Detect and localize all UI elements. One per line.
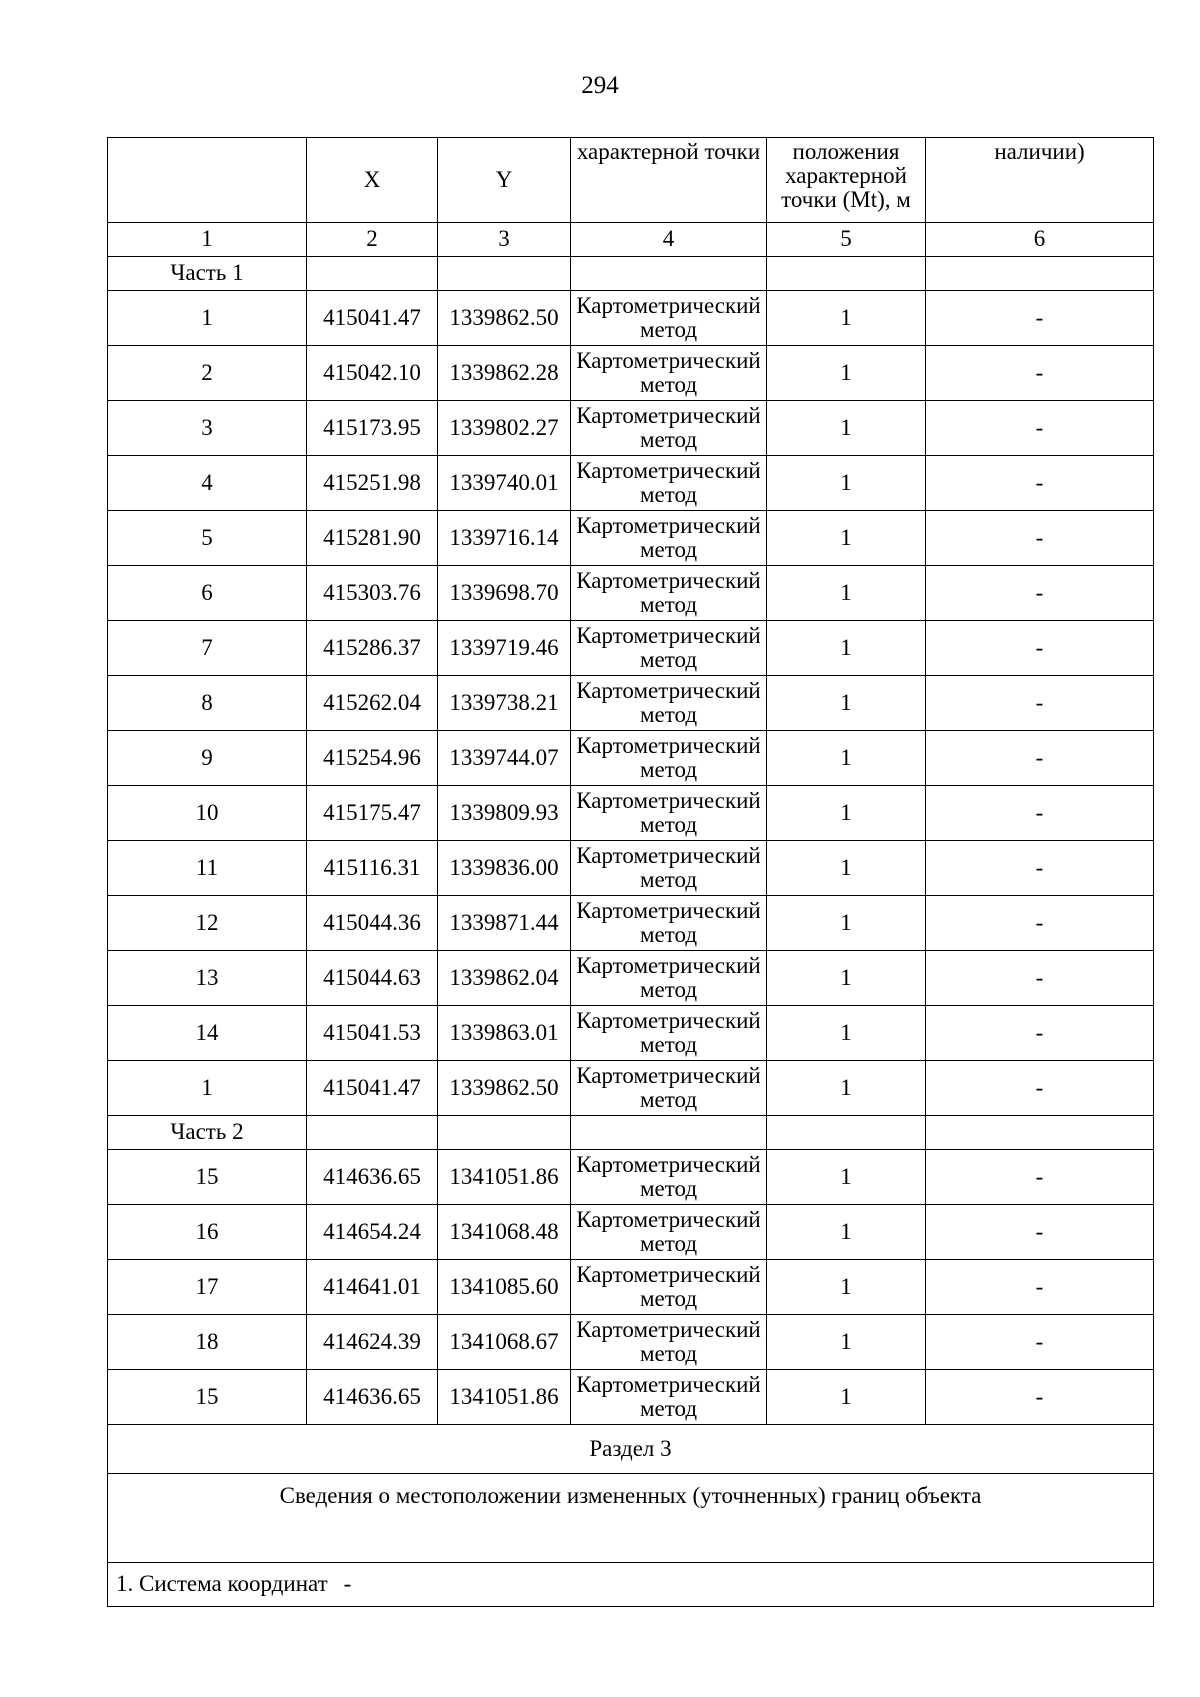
point-number: 9: [108, 731, 307, 786]
description: -: [926, 951, 1154, 1006]
coord-y: 1341068.67: [438, 1315, 571, 1370]
section-description: Сведения о местоположении измененных (уточненных) границ объекта: [108, 1474, 1154, 1563]
description: -: [926, 1006, 1154, 1061]
page-number: 294: [581, 72, 619, 99]
coord-system-cell: [108, 1563, 1154, 1607]
coord-x: 415041.53: [307, 1006, 438, 1061]
coord-x: 415254.96: [307, 731, 438, 786]
method: Картометрический метод: [571, 346, 767, 401]
description: -: [926, 731, 1154, 786]
table-row: [108, 511, 1154, 566]
method: Картометрический метод: [571, 1260, 767, 1315]
table-row: [108, 1061, 1154, 1116]
coord-x: 415262.04: [307, 676, 438, 731]
accuracy: 1: [767, 1150, 926, 1205]
accuracy: 1: [767, 456, 926, 511]
header-cell-point: [108, 138, 307, 223]
accuracy: 1: [767, 1061, 926, 1116]
method: Картометрический метод: [571, 676, 767, 731]
empty-cell: [571, 257, 767, 291]
table-row: [108, 1370, 1154, 1425]
coord-x: 415281.90: [307, 511, 438, 566]
coord-y: 1339871.44: [438, 896, 571, 951]
coord-system-label: 1. Система координат: [116, 1571, 328, 1597]
coord-y: 1341051.86: [438, 1370, 571, 1425]
coord-x: 415303.76: [307, 566, 438, 621]
coord-x: 415041.47: [307, 291, 438, 346]
point-number: 8: [108, 676, 307, 731]
method: Картометрический метод: [571, 896, 767, 951]
part-label: Часть 2: [108, 1116, 307, 1150]
coord-y: 1341085.60: [438, 1260, 571, 1315]
point-number: 3: [108, 401, 307, 456]
method: Картометрический метод: [571, 731, 767, 786]
method: Картометрический метод: [571, 841, 767, 896]
description: -: [926, 1315, 1154, 1370]
table-row: [108, 346, 1154, 401]
coord-x: 415042.10: [307, 346, 438, 401]
method: Картометрический метод: [571, 291, 767, 346]
method: Картометрический метод: [571, 1061, 767, 1116]
accuracy: 1: [767, 1006, 926, 1061]
description: -: [926, 1370, 1154, 1425]
coord-y: 1339809.93: [438, 786, 571, 841]
coord-y: 1339862.04: [438, 951, 571, 1006]
header-cell-method: характерной точки: [571, 138, 767, 223]
coord-x: 414624.39: [307, 1315, 438, 1370]
table-row: [108, 291, 1154, 346]
section-title: Раздел 3: [108, 1425, 1154, 1474]
description: -: [926, 511, 1154, 566]
description: -: [926, 346, 1154, 401]
accuracy: 1: [767, 1260, 926, 1315]
coord-x: 414654.24: [307, 1205, 438, 1260]
coord-y: 1339863.01: [438, 1006, 571, 1061]
coord-x: 415044.36: [307, 896, 438, 951]
coord-x: 415044.63: [307, 951, 438, 1006]
point-number: 7: [108, 621, 307, 676]
point-number: 18: [108, 1315, 307, 1370]
description: -: [926, 896, 1154, 951]
method: Картометрический метод: [571, 511, 767, 566]
accuracy: 1: [767, 1315, 926, 1370]
column-number-row: [108, 223, 1154, 257]
point-number: 15: [108, 1150, 307, 1205]
column-number: 4: [571, 223, 767, 257]
section-title-row: [108, 1425, 1154, 1474]
empty-cell: [767, 257, 926, 291]
table-row: [108, 566, 1154, 621]
empty-cell: [926, 257, 1154, 291]
description: -: [926, 1205, 1154, 1260]
accuracy: 1: [767, 346, 926, 401]
method: Картометрический метод: [571, 456, 767, 511]
point-number: 14: [108, 1006, 307, 1061]
coord-x: 415286.37: [307, 621, 438, 676]
empty-cell: [438, 257, 571, 291]
coord-x: 414636.65: [307, 1150, 438, 1205]
description: -: [926, 621, 1154, 676]
method: Картометрический метод: [571, 1370, 767, 1425]
coord-x: 414636.65: [307, 1370, 438, 1425]
table-row: [108, 731, 1154, 786]
point-number: 17: [108, 1260, 307, 1315]
table-row: [108, 1260, 1154, 1315]
point-number: 11: [108, 841, 307, 896]
table-row: [108, 1315, 1154, 1370]
coord-y: 1339744.07: [438, 731, 571, 786]
accuracy: 1: [767, 291, 926, 346]
point-number: 5: [108, 511, 307, 566]
coord-y: 1339802.27: [438, 401, 571, 456]
header-cell-description: наличии): [926, 138, 1154, 223]
empty-cell: [307, 1116, 438, 1150]
column-number: 1: [108, 223, 307, 257]
coord-y: 1339738.21: [438, 676, 571, 731]
accuracy: 1: [767, 841, 926, 896]
coord-y: 1341051.86: [438, 1150, 571, 1205]
coord-y: 1339862.50: [438, 1061, 571, 1116]
method: Картометрический метод: [571, 401, 767, 456]
table-row: [108, 1205, 1154, 1260]
table-row: [108, 1150, 1154, 1205]
point-number: 2: [108, 346, 307, 401]
coord-x: 415251.98: [307, 456, 438, 511]
accuracy: 1: [767, 621, 926, 676]
method: Картометрический метод: [571, 1205, 767, 1260]
part-label: Часть 1: [108, 257, 307, 291]
coord-y: 1339719.46: [438, 621, 571, 676]
coord-system-value: -: [343, 1571, 352, 1597]
description: -: [926, 1061, 1154, 1116]
coord-x: 415116.31: [307, 841, 438, 896]
accuracy: 1: [767, 896, 926, 951]
accuracy: 1: [767, 676, 926, 731]
header-cell-y: Y: [438, 138, 571, 223]
point-number: 4: [108, 456, 307, 511]
part-header-row: [108, 257, 1154, 291]
description: -: [926, 1260, 1154, 1315]
table-row: [108, 951, 1154, 1006]
table-row: [108, 621, 1154, 676]
method: Картометрический метод: [571, 566, 767, 621]
description: -: [926, 841, 1154, 896]
coord-x: 415173.95: [307, 401, 438, 456]
point-number: 10: [108, 786, 307, 841]
coord-system-row: [108, 1563, 1154, 1607]
empty-cell: [767, 1116, 926, 1150]
empty-cell: [926, 1116, 1154, 1150]
column-number: 2: [307, 223, 438, 257]
accuracy: 1: [767, 401, 926, 456]
accuracy: 1: [767, 1370, 926, 1425]
empty-cell: [307, 257, 438, 291]
column-number: 5: [767, 223, 926, 257]
section-description-row: [108, 1474, 1154, 1563]
column-number: 6: [926, 223, 1154, 257]
empty-cell: [571, 1116, 767, 1150]
description: -: [926, 1150, 1154, 1205]
header-cell-accuracy: положения характерной точки (Mt), м: [767, 138, 926, 223]
method: Картометрический метод: [571, 621, 767, 676]
header-row: [108, 138, 1154, 223]
coord-x: 415175.47: [307, 786, 438, 841]
column-number: 3: [438, 223, 571, 257]
coord-y: 1339698.70: [438, 566, 571, 621]
description: -: [926, 786, 1154, 841]
table-row: [108, 676, 1154, 731]
point-number: 15: [108, 1370, 307, 1425]
description: -: [926, 676, 1154, 731]
point-number: 1: [108, 291, 307, 346]
accuracy: 1: [767, 786, 926, 841]
accuracy: 1: [767, 731, 926, 786]
description: -: [926, 566, 1154, 621]
point-number: 16: [108, 1205, 307, 1260]
accuracy: 1: [767, 511, 926, 566]
coord-y: 1339716.14: [438, 511, 571, 566]
empty-cell: [438, 1116, 571, 1150]
accuracy: 1: [767, 951, 926, 1006]
description: -: [926, 456, 1154, 511]
coord-y: 1339862.28: [438, 346, 571, 401]
point-number: 6: [108, 566, 307, 621]
accuracy: 1: [767, 566, 926, 621]
point-number: 12: [108, 896, 307, 951]
coord-x: 415041.47: [307, 1061, 438, 1116]
coord-x: 414641.01: [307, 1260, 438, 1315]
coord-y: 1341068.48: [438, 1205, 571, 1260]
point-number: 13: [108, 951, 307, 1006]
method: Картометрический метод: [571, 951, 767, 1006]
table-row: [108, 896, 1154, 951]
table-row: [108, 841, 1154, 896]
table-row: [108, 401, 1154, 456]
table-row: [108, 786, 1154, 841]
method: Картометрический метод: [571, 1315, 767, 1370]
header-cell-x: X: [307, 138, 438, 223]
method: Картометрический метод: [571, 1006, 767, 1061]
method: Картометрический метод: [571, 786, 767, 841]
coord-y: 1339836.00: [438, 841, 571, 896]
description: -: [926, 291, 1154, 346]
part-header-row: [108, 1116, 1154, 1150]
table-row: [108, 456, 1154, 511]
coord-y: 1339740.01: [438, 456, 571, 511]
method: Картометрический метод: [571, 1150, 767, 1205]
point-number: 1: [108, 1061, 307, 1116]
table-row: [108, 1006, 1154, 1061]
description: -: [926, 401, 1154, 456]
coord-y: 1339862.50: [438, 291, 571, 346]
coordinates-table: [107, 137, 1154, 1607]
accuracy: 1: [767, 1205, 926, 1260]
